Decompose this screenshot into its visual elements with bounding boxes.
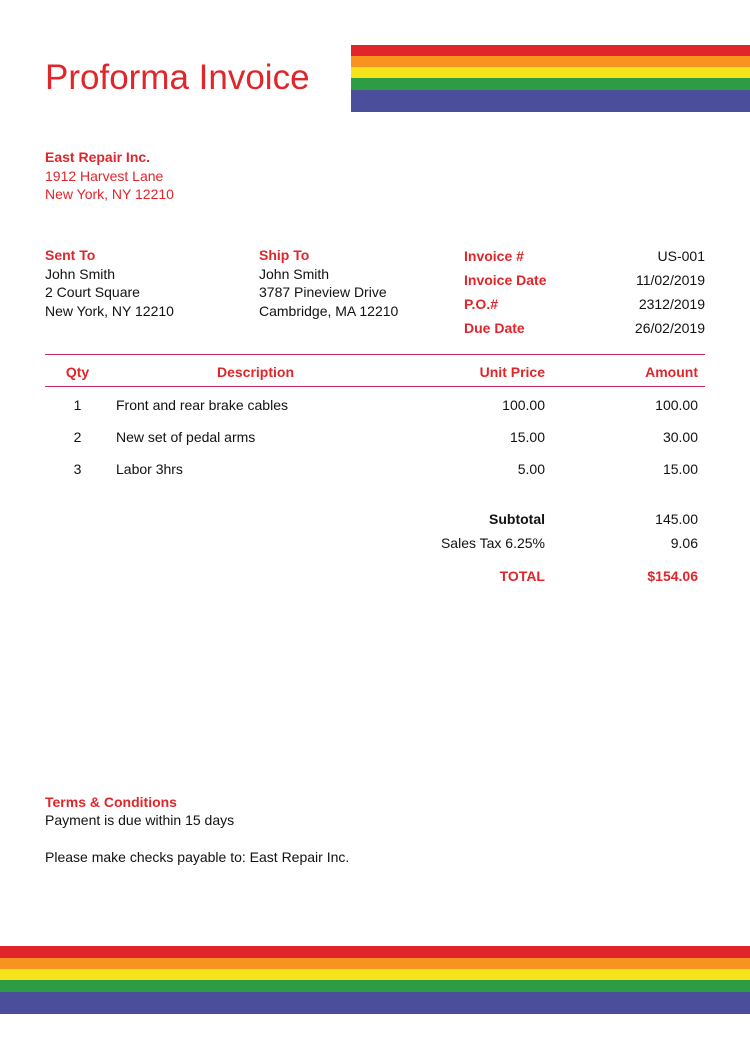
total-label: TOTAL (499, 568, 545, 584)
top-rainbow-stripes (351, 45, 750, 112)
page-title: Proforma Invoice (45, 58, 310, 97)
sent-to-label: Sent To (45, 247, 96, 263)
column-header-unit-price: Unit Price (479, 364, 545, 380)
terms-line-checks: Please make checks payable to: East Repair Inc. (45, 849, 350, 865)
subtotal-label: Subtotal (489, 511, 545, 527)
table-top-rule (45, 354, 705, 355)
subtotal-value: 145.00 (655, 511, 698, 527)
total-value: $154.06 (647, 568, 698, 584)
ship-to-address-line1: 3787 Pineview Drive (259, 284, 387, 300)
row-qty: 2 (73, 429, 82, 445)
row-qty: 1 (73, 397, 82, 413)
column-header-amount: Amount (645, 364, 698, 380)
ship-to-address-line2: Cambridge, MA 12210 (259, 302, 399, 319)
po-number-label: P.O.# (464, 296, 498, 312)
due-date-value: 26/02/2019 (634, 320, 705, 336)
table-row (45, 460, 705, 478)
stripe-blue (0, 992, 750, 1014)
stripe-orange (0, 958, 750, 969)
sales-tax-row (330, 534, 705, 552)
company-block (45, 148, 174, 204)
invoice-date-value: 11/02/2019 (635, 272, 705, 288)
stripe-red (351, 45, 750, 56)
row-unit-price: 100.00 (502, 397, 545, 413)
ship-to-label: Ship To (259, 247, 310, 263)
sent-to-name: John Smith (45, 265, 116, 282)
po-number-value: 2312/2019 (638, 296, 705, 312)
stripe-green (0, 980, 750, 992)
row-unit-price: 5.00 (517, 461, 545, 477)
total-row (330, 567, 705, 585)
row-amount: 15.00 (662, 461, 698, 477)
invoice-number-row (464, 247, 705, 265)
sent-to-block (45, 246, 174, 320)
row-amount: 100.00 (655, 397, 698, 413)
row-description: Front and rear brake cables (116, 397, 288, 413)
due-date-row (464, 319, 705, 337)
sent-to-address-line1: 2 Court Square (45, 284, 140, 300)
subtotal-row (330, 510, 705, 528)
row-description: Labor 3hrs (116, 461, 183, 477)
invoice-number-value: US-001 (657, 248, 705, 264)
company-name: East Repair Inc. (45, 149, 151, 165)
column-header-description: Description (217, 364, 295, 380)
company-address-line1: 1912 Harvest Lane (45, 167, 164, 184)
due-date-label: Due Date (464, 320, 525, 336)
terms-heading: Terms & Conditions (45, 794, 177, 810)
po-number-row (464, 295, 705, 313)
sent-to-address-line2: New York, NY 12210 (45, 302, 174, 319)
row-description: New set of pedal arms (116, 429, 256, 445)
bottom-rainbow-stripes (0, 946, 750, 1014)
ship-to-name: John Smith (259, 265, 330, 282)
terms-line-payment: Payment is due within 15 days (45, 812, 235, 828)
table-header-rule (45, 386, 705, 387)
company-address-line2: New York, NY 12210 (45, 186, 174, 202)
row-qty: 3 (73, 461, 82, 477)
invoice-date-label: Invoice Date (464, 272, 547, 288)
stripe-yellow (0, 969, 750, 980)
ship-to-block (259, 246, 398, 320)
table-row (45, 396, 705, 414)
stripe-green (351, 78, 750, 90)
invoice-number-label: Invoice # (464, 248, 524, 264)
sales-tax-label: Sales Tax 6.25% (440, 535, 545, 551)
row-amount: 30.00 (662, 429, 698, 445)
stripe-orange (351, 56, 750, 67)
column-header-qty: Qty (65, 364, 90, 380)
row-unit-price: 15.00 (509, 429, 545, 445)
invoice-date-row (464, 271, 705, 289)
stripe-blue (351, 90, 750, 112)
stripe-red (0, 946, 750, 958)
sales-tax-value: 9.06 (670, 535, 698, 551)
table-row (45, 428, 705, 446)
stripe-yellow (351, 67, 750, 78)
